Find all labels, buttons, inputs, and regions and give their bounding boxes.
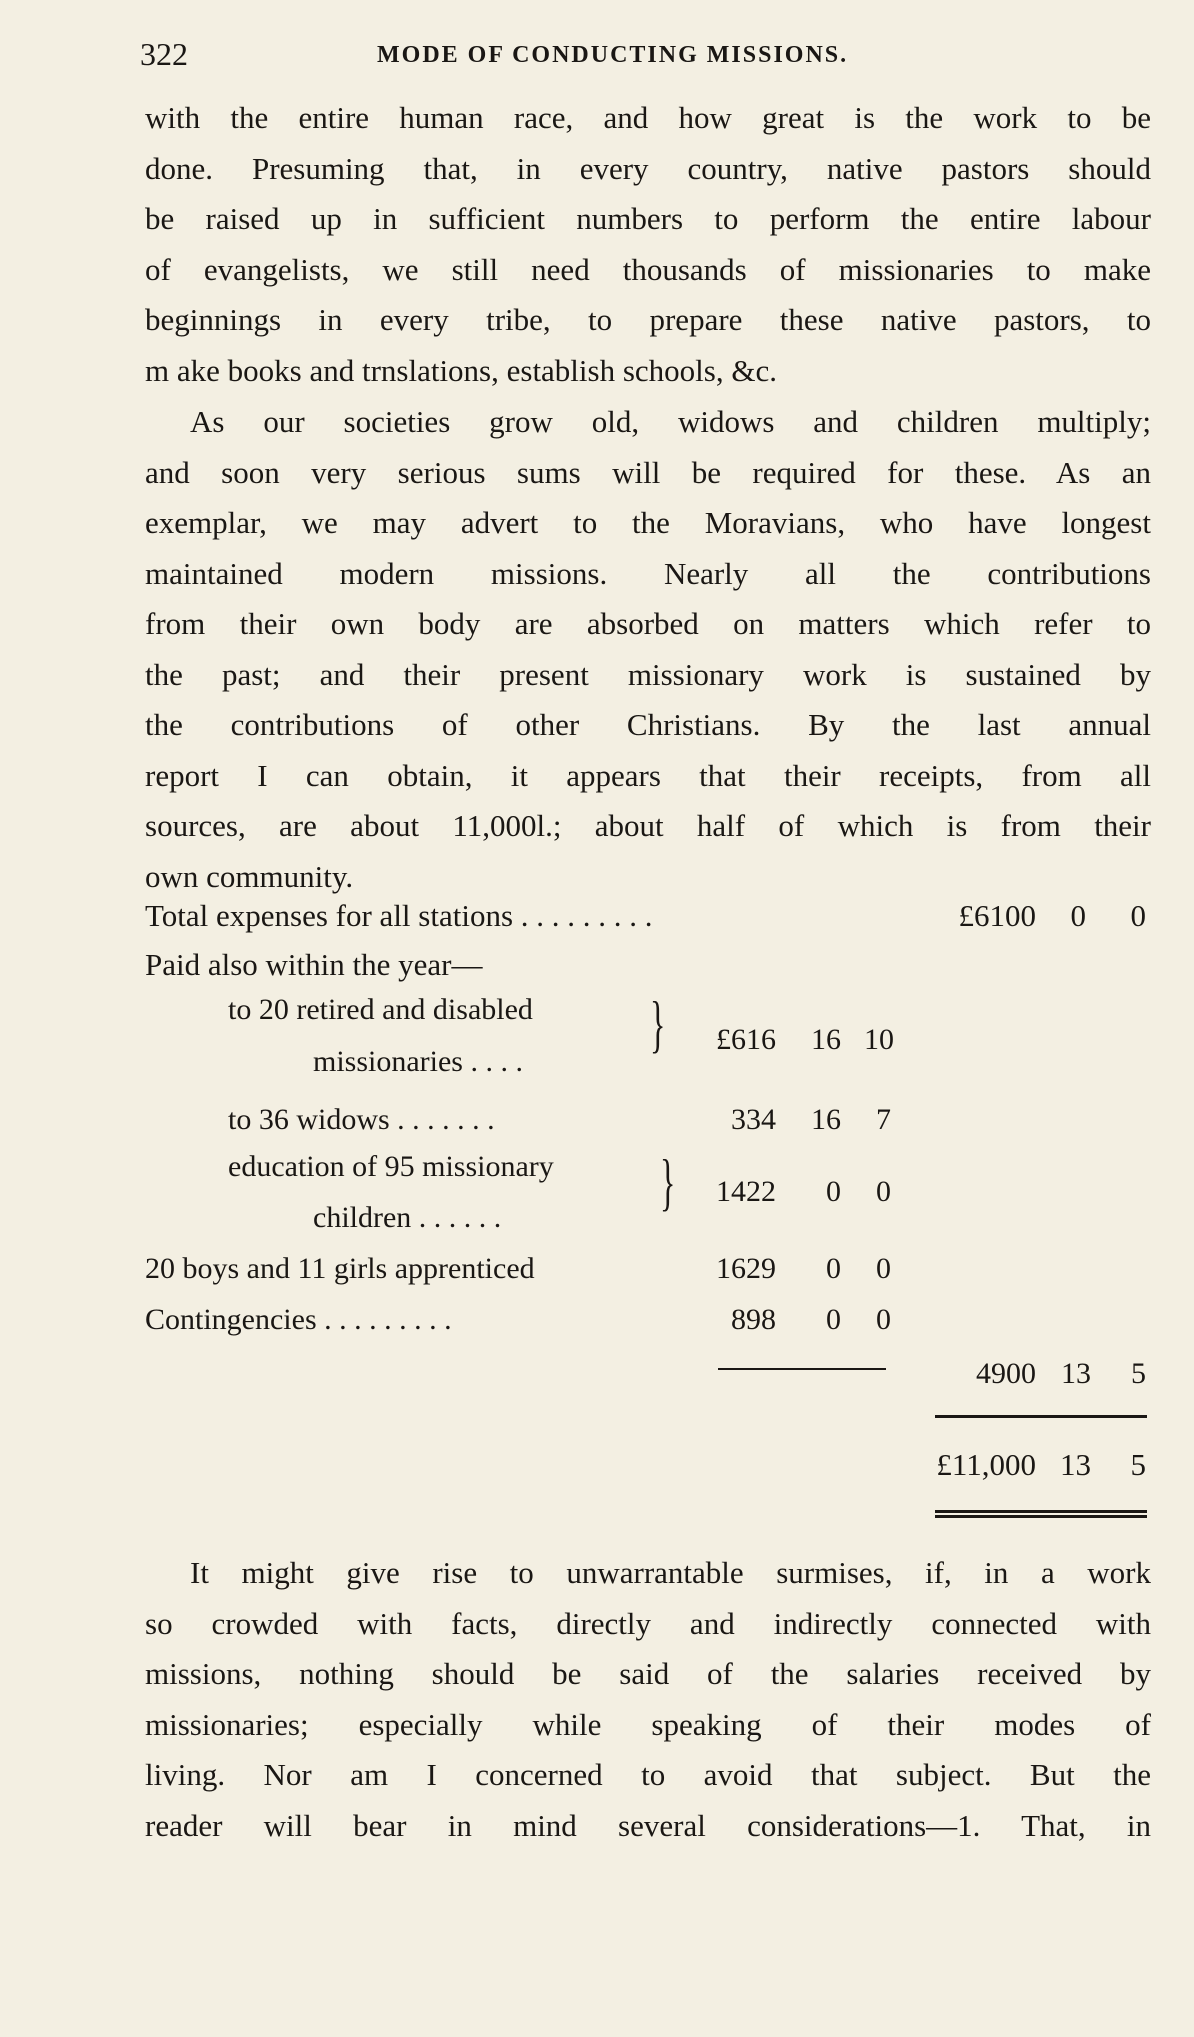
subtotal-pounds: 4900: [976, 1357, 1036, 1390]
widows-label: to 36 widows . . . . . . .: [228, 1103, 495, 1136]
brace-icon: }: [660, 1146, 676, 1217]
text-line: own community.: [145, 858, 354, 894]
contingencies-pence: 0: [876, 1303, 891, 1336]
text-line: of evangelists, we still need thousands of missionaries to make: [145, 251, 1151, 287]
subtotal-pence: 5: [1131, 1357, 1146, 1390]
text-line: done. Presuming that, in every country, native pastors should: [145, 150, 1151, 186]
text-line: from their own body are absorbed on matters which refer to: [145, 606, 1151, 641]
text-line: exemplar, we may advert to the Moravians, who have longest: [145, 505, 1151, 540]
total-expenses-label: Total expenses for all stations . . . . . . . . .: [145, 898, 653, 933]
sum-rule: [718, 1368, 886, 1370]
text-line: living. Nor am I concerned to avoid that subject. But the: [145, 1757, 1151, 1792]
text-line: maintained modern missions. Nearly all the contributions: [145, 555, 1151, 591]
text-line: be raised up in sufficient numbers to perform the entire labour: [145, 201, 1151, 236]
text-line: It might give rise to unwarrantable surmises, if, in a work: [190, 1555, 1151, 1590]
apprenticed-label: 20 boys and 11 girls apprenticed: [145, 1252, 535, 1285]
text-line: missionaries; especially while speaking of their modes of: [145, 1706, 1151, 1742]
contingencies-shillings: 0: [826, 1303, 841, 1336]
education-shillings: 0: [826, 1175, 841, 1208]
retired-label-line1: to 20 retired and disabled: [228, 993, 533, 1026]
text-line: missions, nothing should be said of the salaries received by: [145, 1656, 1151, 1691]
apprenticed-shillings: 0: [826, 1252, 841, 1285]
double-rule-top: [935, 1510, 1147, 1513]
running-title: MODE OF CONDUCTING MISSIONS.: [377, 42, 849, 68]
total-rule: [935, 1415, 1147, 1418]
text-line: report I can obtain, it appears that their receipts, from all: [145, 757, 1151, 793]
grand-total-shillings: 13: [1060, 1447, 1091, 1482]
text-line: As our societies grow old, widows and children multiply;: [190, 404, 1151, 439]
widows-pence: 7: [876, 1103, 891, 1136]
text-line: so crowded with facts, directly and indirectly connected with: [145, 1605, 1151, 1641]
widows-pounds: 334: [731, 1103, 776, 1136]
apprenticed-pounds: 1629: [716, 1252, 776, 1285]
page-number: 322: [140, 36, 188, 72]
text-line: beginnings in every tribe, to prepare these native pastors, to: [145, 302, 1151, 337]
text-line: the contributions of other Christians. By the last annual: [145, 707, 1151, 742]
total-shillings: 0: [1070, 898, 1086, 933]
retired-pence: 10: [864, 1023, 894, 1056]
education-pence: 0: [876, 1175, 891, 1208]
apprenticed-pence: 0: [876, 1252, 891, 1285]
total-pounds: £6100: [958, 898, 1036, 933]
contingencies-label: Contingencies . . . . . . . . .: [145, 1303, 452, 1336]
retired-shillings: 16: [811, 1023, 841, 1056]
text-line: reader will bear in mind several considerations—1. That, in: [145, 1807, 1151, 1843]
grand-total-pence: 5: [1130, 1447, 1146, 1482]
education-pounds: 1422: [716, 1175, 776, 1208]
total-pence: 0: [1130, 898, 1146, 933]
text-line: and soon very serious sums will be required for these. As an: [145, 454, 1151, 490]
contingencies-pounds: 898: [731, 1303, 776, 1336]
paragraph-3: [145, 1548, 1151, 1851]
widows-shillings: 16: [811, 1103, 841, 1136]
grand-total-pounds: £11,000: [936, 1447, 1036, 1482]
brace-icon: }: [650, 988, 666, 1059]
paid-also-label: Paid also within the year—: [145, 947, 483, 982]
text-line: the past; and their present missionary work is sustained by: [145, 656, 1151, 692]
text-line: with the entire human race, and how great is the work to be: [145, 100, 1151, 135]
text-line: sources, are about 11,000l.; about half of which is from their: [145, 808, 1151, 843]
subtotal-shillings: 13: [1061, 1357, 1091, 1390]
education-label-line2: children . . . . . .: [313, 1201, 502, 1234]
retired-pounds: £616: [716, 1023, 776, 1056]
text-line: m ake books and trnslations, establish schools, &c.: [145, 352, 777, 388]
retired-label-line2: missionaries . . . .: [313, 1045, 523, 1078]
education-label-line1: education of 95 missionary: [228, 1150, 554, 1183]
double-rule-bottom: [935, 1515, 1147, 1518]
